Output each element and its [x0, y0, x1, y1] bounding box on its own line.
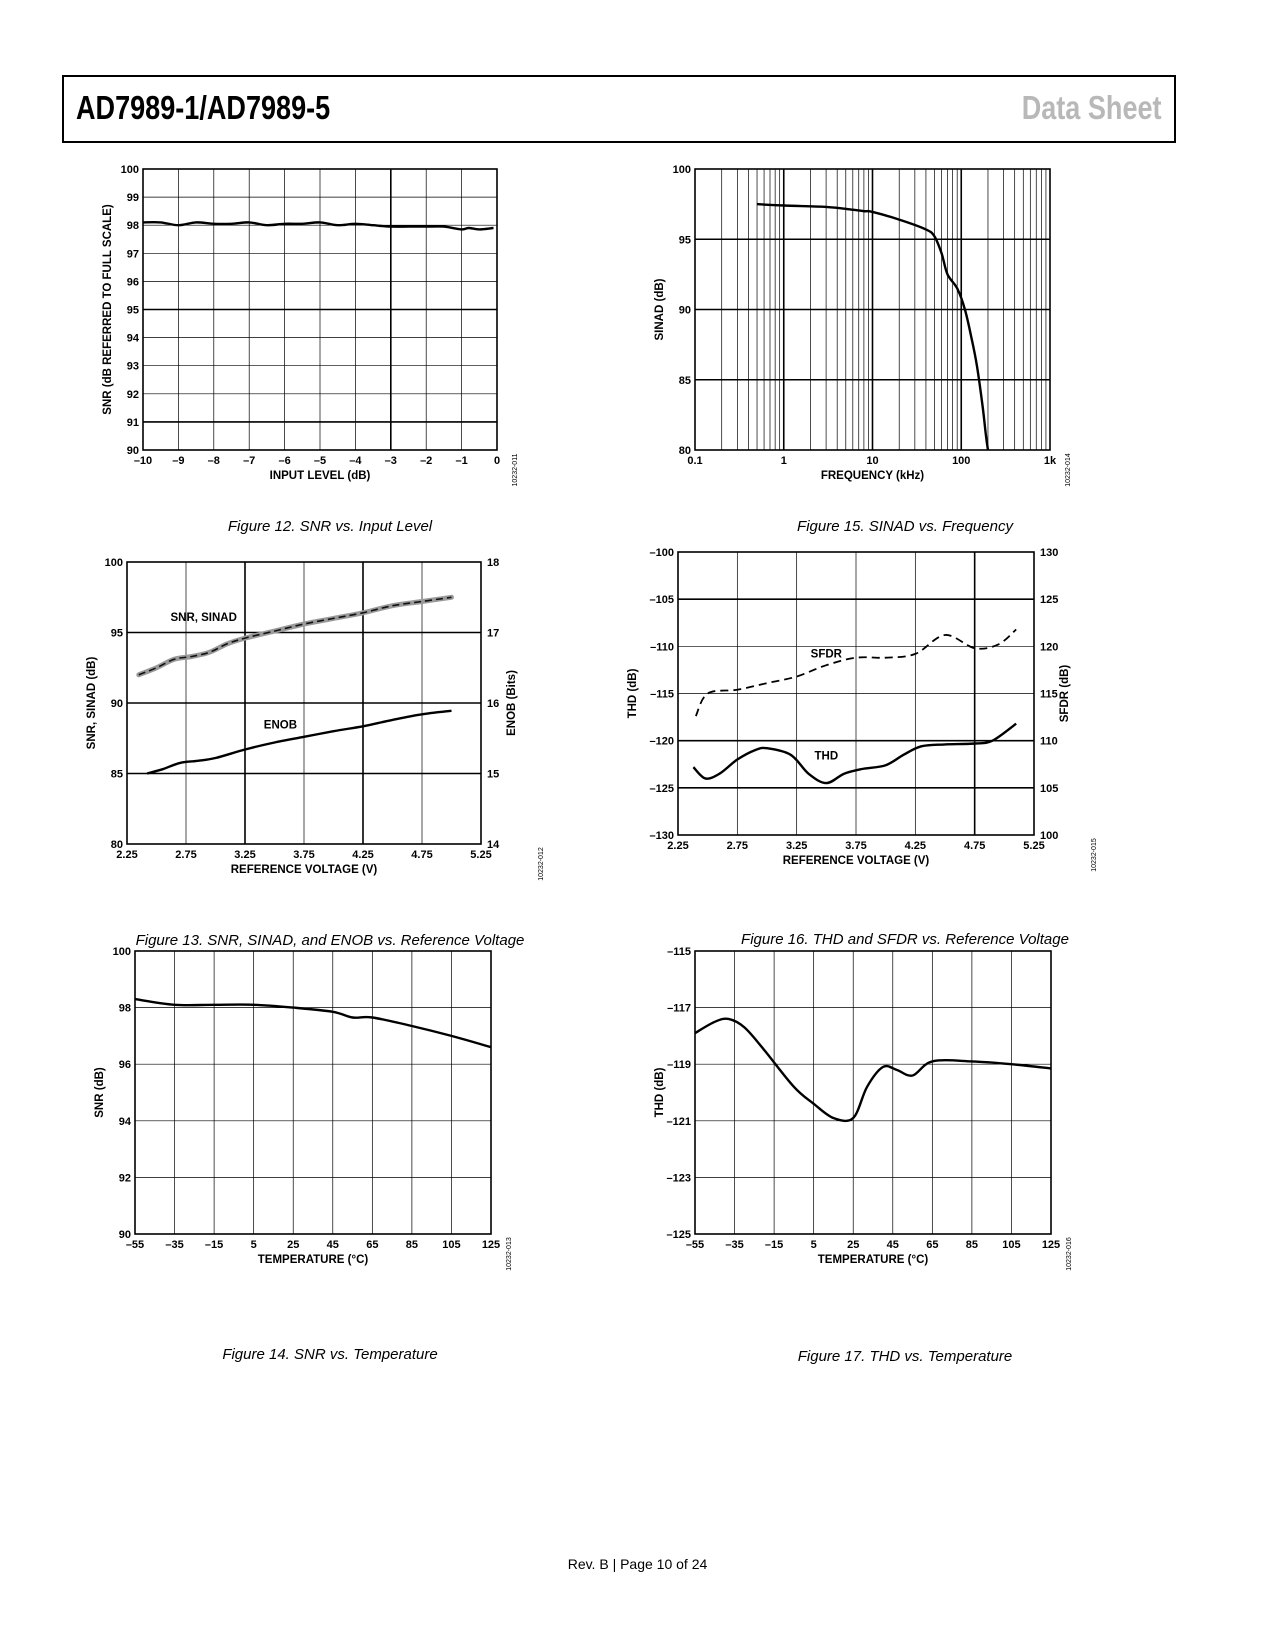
x-tick-label: 1k [1043, 455, 1057, 467]
y-tick-label: 85 [678, 374, 691, 387]
y-axis-label: SNR (dB REFERRED TO FULL SCALE) [102, 204, 114, 415]
y-tick-label: 95 [126, 304, 139, 317]
document-type: Data Sheet [1022, 89, 1162, 126]
series-line-enob [147, 711, 451, 774]
x-tick-label: 45 [326, 1239, 339, 1251]
x-tick-label: –8 [207, 455, 220, 467]
series-annotation: SFDR [810, 648, 842, 661]
y-tick-label: –115 [667, 946, 691, 958]
x-tick-label: 0.1 [687, 455, 703, 467]
x-tick-label: 65 [926, 1239, 939, 1251]
y-axis-label: SNR, SINAD (dB) [86, 656, 98, 750]
x-tick-label: 5.25 [470, 849, 492, 861]
y-tick-label: –119 [667, 1059, 691, 1072]
x-tick-label: 5 [810, 1239, 817, 1251]
x-tick-label: –55 [125, 1239, 145, 1251]
x-tick-label: 4.75 [963, 840, 986, 852]
y-tick-label: 99 [126, 192, 139, 205]
x-tick-label: 2.75 [726, 840, 749, 852]
plot-frame [135, 951, 491, 1234]
series-line [143, 222, 494, 229]
y-tick-label: –130 [649, 830, 674, 842]
y-tick-label: 96 [118, 1059, 131, 1072]
y2-tick-label: 100 [1040, 830, 1059, 842]
page-footer: Rev. B | Page 10 of 24 [567, 1556, 708, 1572]
y-tick-label: 92 [118, 1172, 131, 1185]
figure-15-caption: Figure 15. SINAD vs. Frequency [797, 518, 1013, 535]
x-axis-label: REFERENCE VOLTAGE (V) [230, 864, 378, 876]
series-annotation: ENOB [263, 719, 298, 732]
x-tick-label: –10 [133, 455, 153, 467]
y-axis-label: THD (dB) [654, 1067, 666, 1118]
y2-tick-label: 120 [1040, 641, 1059, 654]
y-tick-label: 90 [126, 445, 139, 457]
x-tick-label: 125 [481, 1239, 501, 1251]
x-tick-label: –5 [313, 455, 327, 467]
figure-code-note: 10232-011 [512, 453, 519, 487]
x-tick-label: 5.25 [1023, 840, 1045, 852]
y-tick-label: 100 [112, 946, 131, 958]
y-tick-label: 93 [126, 360, 139, 373]
x-tick-label: –35 [725, 1239, 744, 1251]
y-tick-label: –117 [667, 1002, 691, 1015]
x-tick-label: –55 [685, 1239, 705, 1251]
x-tick-label: 85 [405, 1239, 419, 1251]
series-line-thd [693, 724, 1016, 783]
chart-snr-sinad-enob-vs-reference-voltage [80, 555, 570, 910]
x-tick-label: 4.25 [352, 849, 374, 861]
x-tick-label: –35 [165, 1239, 184, 1251]
y2-tick-label: 110 [1040, 735, 1058, 748]
y-tick-label: 80 [678, 445, 691, 457]
y-tick-label: 94 [126, 332, 139, 345]
figure-code-note: 10232-015 [1091, 838, 1098, 872]
y-tick-label: 100 [104, 557, 123, 569]
y2-tick-label: 115 [1040, 688, 1058, 701]
y-tick-label: 85 [110, 768, 123, 781]
x-tick-label: 5 [250, 1239, 257, 1251]
x-tick-label: –4 [349, 455, 362, 467]
chart-sinad-vs-frequency [640, 160, 1140, 510]
x-tick-label: –1 [455, 455, 468, 467]
x-tick-label: 3.75 [293, 849, 315, 861]
x-axis-label: TEMPERATURE (°C) [817, 1254, 929, 1266]
chart-snr-vs-temperature [80, 945, 550, 1300]
x-tick-label: 4.25 [904, 840, 927, 852]
y-tick-label: –121 [666, 1115, 691, 1128]
x-tick-label: 3.25 [785, 840, 808, 852]
x-tick-label: –15 [204, 1239, 224, 1251]
y-tick-label: 91 [126, 416, 139, 429]
figure-code-note: 10232-014 [1065, 453, 1072, 487]
x-tick-label: 65 [366, 1239, 379, 1251]
y2-tick-label: 105 [1040, 782, 1059, 795]
figure-14-caption: Figure 14. SNR vs. Temperature [222, 1346, 438, 1363]
x-tick-label: 105 [1002, 1239, 1021, 1251]
x-tick-label: 25 [847, 1239, 860, 1251]
y-tick-label: –120 [649, 735, 674, 748]
y-tick-label: –105 [649, 594, 674, 607]
y-tick-label: 90 [110, 698, 123, 710]
y-tick-label: 90 [118, 1229, 131, 1241]
y2-axis-label: ENOB (Bits) [506, 670, 518, 736]
y-tick-label: 98 [126, 220, 139, 233]
y-tick-label: 98 [118, 1002, 131, 1015]
x-tick-label: 25 [287, 1239, 300, 1251]
x-tick-label: 45 [886, 1239, 899, 1251]
y-tick-label: –125 [666, 1229, 691, 1241]
y-tick-label: –100 [649, 547, 674, 559]
y2-tick-label: 16 [487, 698, 500, 710]
y-axis-label: THD (dB) [627, 668, 639, 719]
x-tick-label: –9 [172, 455, 185, 467]
x-tick-label: 2.75 [175, 849, 197, 861]
series-annotation: THD [814, 750, 839, 763]
y-tick-label: –123 [666, 1172, 691, 1185]
y-axis-label: SINAD (dB) [654, 278, 666, 341]
y-axis-label: SNR (dB) [94, 1067, 106, 1118]
y2-tick-label: 125 [1040, 594, 1059, 607]
x-tick-label: 3.75 [845, 840, 867, 852]
x-tick-label: 105 [442, 1239, 461, 1251]
y2-axis-label: SFDR (dB) [1059, 664, 1071, 723]
y2-tick-label: 18 [487, 557, 500, 569]
figure-16-caption: Figure 16. THD and SFDR vs. Reference Voltage [741, 931, 1069, 948]
y-tick-label: –125 [649, 782, 674, 795]
y-tick-label: 95 [110, 627, 123, 640]
series-line [695, 1019, 1051, 1121]
y-tick-label: –110 [650, 641, 674, 654]
y2-tick-label: 15 [487, 768, 500, 781]
x-tick-label: –6 [278, 455, 291, 467]
x-tick-label: 10 [866, 455, 879, 467]
x-axis-label: REFERENCE VOLTAGE (V) [782, 855, 930, 867]
figure-code-note: 10232-013 [506, 1237, 513, 1271]
y-tick-label: –115 [650, 688, 674, 701]
figure-13-caption: Figure 13. SNR, SINAD, and ENOB vs. Reference Voltage [135, 932, 525, 949]
figure-12-caption: Figure 12. SNR vs. Input Level [227, 518, 433, 535]
x-tick-label: 85 [965, 1239, 979, 1251]
chart-thd-sfdr-vs-reference-voltage [627, 545, 1170, 910]
y-tick-label: 95 [678, 234, 691, 247]
y-tick-label: 97 [126, 248, 139, 261]
figure-code-note: 10232-012 [538, 847, 545, 881]
x-tick-label: 2.25 [667, 840, 689, 852]
series-line [135, 999, 491, 1047]
x-tick-label: 2.25 [116, 849, 138, 861]
figure-code-note: 10232-016 [1066, 1237, 1073, 1271]
series-annotation: SNR, SINAD [170, 612, 237, 625]
y2-tick-label: 14 [487, 839, 500, 851]
y-tick-label: 90 [678, 304, 691, 317]
x-tick-label: 1 [780, 455, 787, 467]
x-axis-label: TEMPERATURE (°C) [257, 1254, 369, 1266]
x-axis-label: INPUT LEVEL (dB) [269, 470, 371, 482]
x-tick-label: 4.75 [411, 849, 433, 861]
x-tick-label: –7 [243, 455, 256, 467]
x-axis-label: FREQUENCY (kHz) [820, 470, 925, 482]
y-tick-label: 80 [110, 839, 123, 851]
x-tick-label: –15 [764, 1239, 784, 1251]
chart-thd-vs-temperature [640, 945, 1140, 1300]
y-tick-label: 100 [120, 164, 139, 176]
y-tick-label: 96 [126, 276, 139, 289]
chart-snr-vs-input-level [80, 160, 540, 510]
x-tick-label: 100 [952, 455, 971, 467]
y-tick-label: 94 [118, 1115, 131, 1128]
x-tick-label: 3.25 [234, 849, 256, 861]
plot-frame [695, 951, 1051, 1234]
x-tick-label: 125 [1041, 1239, 1061, 1251]
x-tick-label: 0 [493, 455, 501, 467]
x-tick-label: –3 [384, 455, 397, 467]
y2-tick-label: 130 [1040, 547, 1059, 559]
y2-tick-label: 17 [487, 627, 500, 640]
figure-17-caption: Figure 17. THD vs. Temperature [797, 1348, 1013, 1365]
x-tick-label: –2 [420, 455, 433, 467]
page-header [62, 75, 1176, 143]
product-title: AD7989-1/AD7989-5 [76, 89, 331, 126]
y-tick-label: 92 [126, 388, 139, 401]
y-tick-label: 100 [672, 164, 691, 176]
